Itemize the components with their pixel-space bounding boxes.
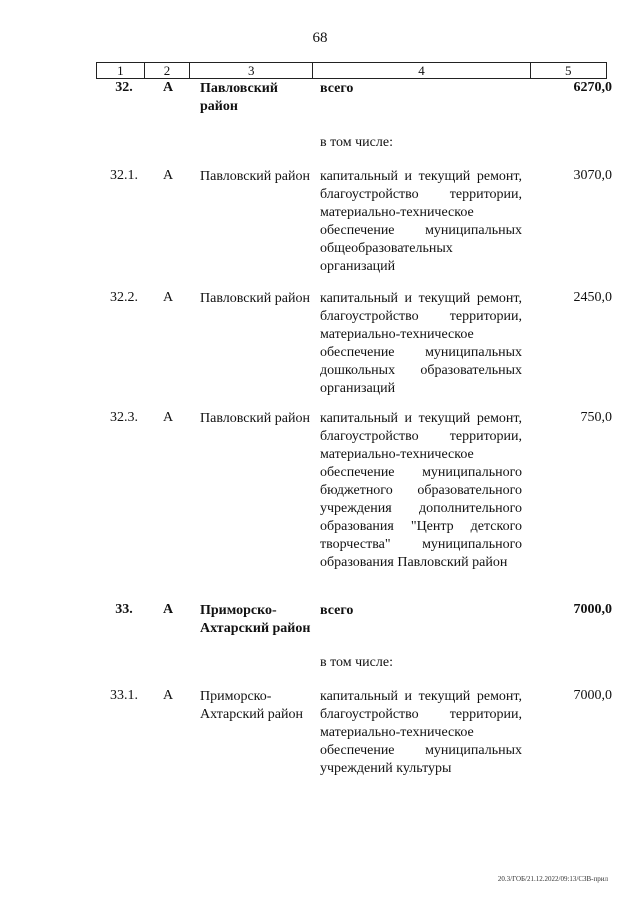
row-letter: А [162,80,174,95]
row-number: 33.1. [110,688,138,703]
header-col-4: 4 [313,63,530,78]
row-letter: А [162,602,174,617]
row-letter: А [162,290,174,305]
row-description: всего [320,603,354,618]
header-col-2: 2 [145,63,191,78]
row-number: 33. [115,602,133,617]
row-district: Приморско-Ахтарский район [200,689,303,722]
row-number: 32.3. [110,410,138,425]
row-letter: А [162,168,174,183]
row-amount: 2450,0 [573,290,612,305]
header-col-1: 1 [97,63,145,78]
row-district: Приморско-Ахтарский район [200,603,311,636]
row-amount: 6270,0 [573,80,612,95]
document-code: 20.3/ГОБ/21.12.2022/09:13/СЗВ-прил [497,875,608,883]
header-col-3: 3 [190,63,313,78]
subtitle-text: в том числе: [320,135,393,150]
row-description: капитальный и текущий ремонт, благоустройство территории, материально-техническое обеспечение муниципальных учреждений культуры [320,689,522,776]
row-district: Павловский район [200,291,310,306]
row-amount: 750,0 [580,410,612,425]
header-col-5: 5 [565,63,572,78]
row-description: капитальный и текущий ремонт, благоустройство территории, материально-техническое обеспечение муниципальных дошкольных образовательных организаций [320,291,522,396]
page-number: 68 [312,30,328,46]
row-amount: 3070,0 [573,168,612,183]
row-district: Павловский район [200,81,278,114]
subtitle-text: в том числе: [320,655,393,670]
row-number: 32.2. [110,290,138,305]
row-amount: 7000,0 [573,688,612,703]
table-header [96,62,607,79]
row-district: Павловский район [200,169,310,184]
row-district: Павловский район [200,411,310,426]
row-description: капитальный и текущий ремонт, благоустройство территории, материально-техническое обеспечение муниципальных общеобразовательных организаций [320,169,522,274]
row-description: всего [320,81,354,96]
row-amount: 7000,0 [573,602,612,617]
row-letter: А [162,410,174,425]
row-number: 32. [115,80,133,95]
row-letter: А [162,688,174,703]
row-number: 32.1. [110,168,138,183]
row-description: капитальный и текущий ремонт, благоустройство территории, материально-техническое обеспечение муниципального бюджетного образовательного учреждения дополнительного образования "Центр детского творчества" муниципального образования Павловский район [320,411,522,570]
